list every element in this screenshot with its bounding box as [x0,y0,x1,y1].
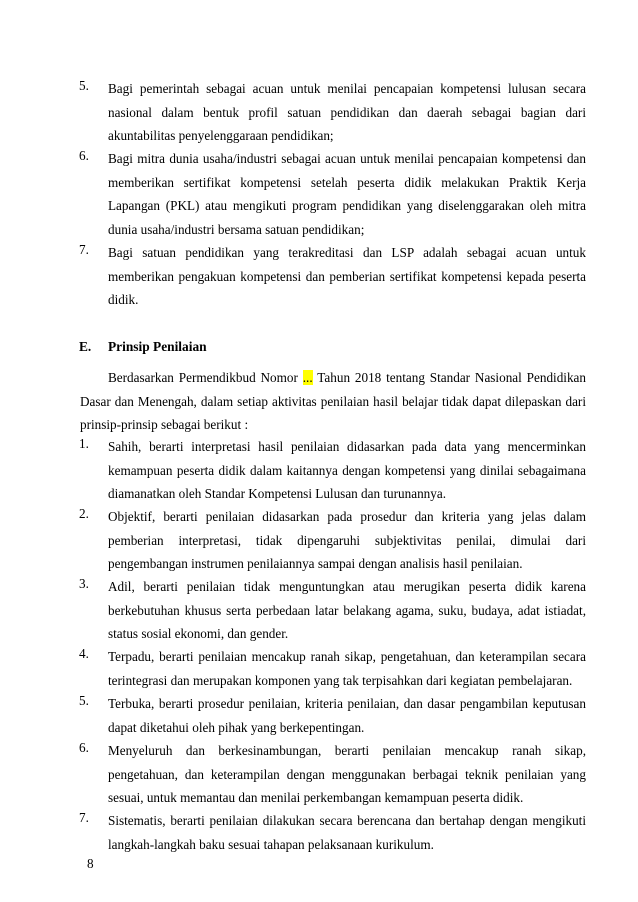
principle-number: 5. [79,693,89,708]
list-text: Bagi mitra dunia usaha/industri sebagai acuan untuk menilai pencapaian kompetensi dan memberikan sertifikat kompetensi setelah peserta didik melakukan Praktik Kerja Lapangan (PKL) atau mengikuti program pendidikan yang diselenggarakan oleh mitra dunia usaha/industri bersama satuan pendidikan; [108,151,586,237]
section-letter: E. [79,339,92,354]
principle-text: Objektif, berarti penilaian didasarkan pada prosedur dan kriteria yang jelas dalam pemberian interpretasi, tidak dipengaruhi subjektivitas penilai, dimulai dari pengembangan instrumen penilaiannya sampai dengan analisis hasil penilaian. [108,509,586,571]
principle-number: 3. [79,576,89,591]
highlighted-placeholder: ... [302,370,313,385]
list-number: 7. [79,242,89,257]
principle-text: Sahih, berarti interpretasi hasil penilaian didasarkan pada data yang mencerminkan kemampuan peserta didik dalam kaitannya dengan kompetensi yang dinilai sebagaimana diamanatkan oleh Standar Kompetensi Lulusan dan turunannya. [108,439,586,501]
list-text: Bagi satuan pendidikan yang terakreditasi dan LSP adalah sebagai acuan untuk memberikan pengakuan kompetensi dan pemberian sertifikat kompetensi kepada peserta didik. [108,245,586,307]
principle-text: Menyeluruh dan berkesinambungan, berarti penilaian mencakup ranah sikap, pengetahuan, dan keterampilan dengan menggunakan berbagai teknik penilaian yang sesuai, untuk memantau dan menilai perkembangan kemampuan peserta didik. [108,743,586,805]
list-number: 6. [79,148,89,163]
page-number: 8 [87,856,94,871]
principle-number: 7. [79,810,89,825]
section-title: Prinsip Penilaian [108,339,207,354]
principle-text: Terpadu, berarti penilaian mencakup ranah sikap, pengetahuan, dan keterampilan secara terintegrasi dan merupakan komponen yang tak terpisahkan dari kegiatan pembelajaran. [108,649,586,688]
principle-number: 2. [79,506,89,521]
principle-number: 1. [79,436,89,451]
principle-text: Sistematis, berarti penilaian dilakukan secara berencana dan bertahap dengan mengikuti langkah-langkah baku sesuai tahapan pelaksanaan kurikulum. [108,813,586,852]
intro-text-after: Tahun 2018 tentang Standar Nasional Pendidikan Dasar dan Menengah, dalam setiap aktivitas penilaian hasil belajar tidak dapat dilepaskan dari prinsip-prinsip sebagai berikut : [80,370,586,432]
list-number: 5. [79,78,89,93]
intro-text-before: Berdasarkan Permendikbud Nomor [108,370,298,385]
principle-number: 4. [79,646,89,661]
principle-number: 6. [79,740,89,755]
list-text: Bagi pemerintah sebagai acuan untuk menilai pencapaian kompetensi lulusan secara nasional dalam bentuk profil satuan pendidikan dan daerah sebagai bagian dari akuntabilitas penyelenggaraan pendidikan; [108,81,586,143]
intro-paragraph [80,366,586,437]
principle-text: Terbuka, berarti prosedur penilaian, kriteria penilaian, dan dasar pengambilan keputusan dapat diketahui oleh pihak yang berkepentingan. [108,696,586,735]
principle-text: Adil, berarti penilaian tidak menguntungkan atau merugikan peserta didik karena berkebutuhan khusus serta perbedaan latar belakang agama, suku, budaya, adat istiadat, status sosial ekonomi, dan gender. [108,579,586,641]
